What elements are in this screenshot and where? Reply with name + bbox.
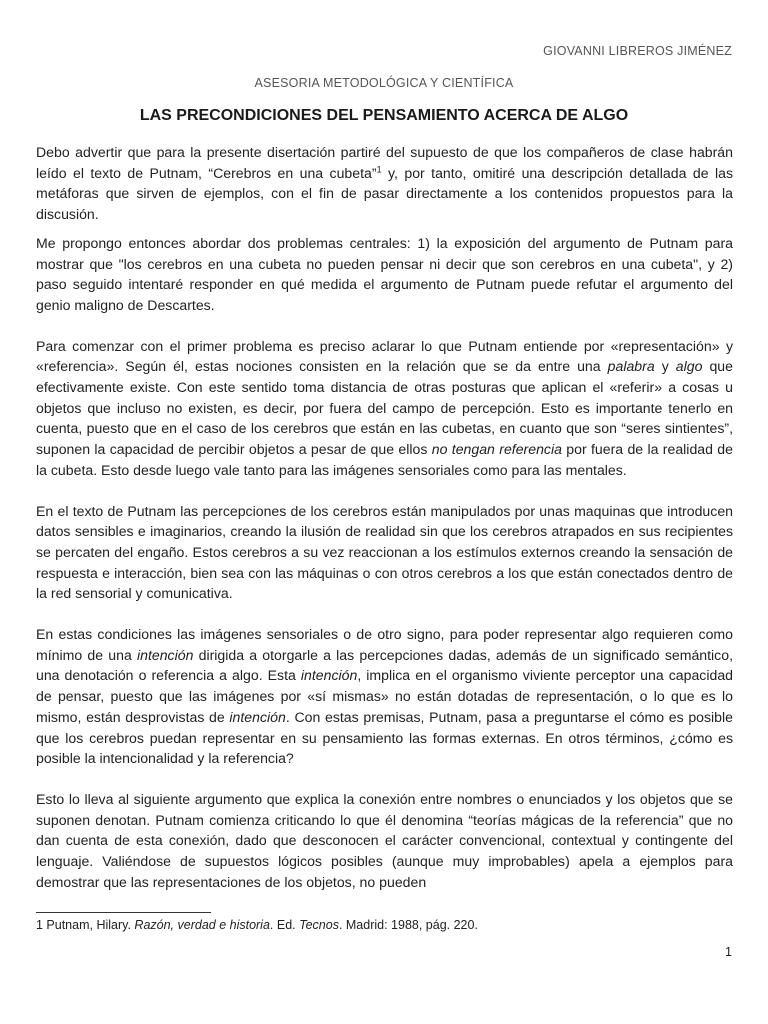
paragraph-5: En estas condiciones las imágenes sensoriales o de otro signo, para poder representar algo requieren como mínimo de una intención dirigida a otorgarle a las percepciones dadas, además de un significado semántico, una denotación o referencia a algo. Esta intención, implica en el organismo viviente perceptor una capacidad de pensar, puesto que las imágenes por «sí mismas» no están dotadas de representación, o lo que es lo mismo, están desprovistas de intención. Con estas premisas, Putnam, pasa a preguntarse el cómo es posible que los cerebros puedan representar en su pensamiento las formas externas. En otros términos, ¿cómo es posible la intencionalidad y la referencia? xyxy=(36,626,733,767)
paragraph-4: En el texto de Putnam las percepciones de los cerebros están manipulados por unas maquinas que introducen datos sensibles e imaginarios, creando la ilusión de realidad sin que los cerebros atrapados en sus recipientes se percaten del engaño. Estos cerebros a su vez reaccionan a los estímulos externos creando la sensación de respuesta e interacción, bien sea con las máquinas o con otros cerebros a los que están conectados dentro de la red sensorial y comunicativa. xyxy=(36,502,733,602)
author-name: GIOVANNI LIBREROS JIMÉNEZ xyxy=(543,44,732,58)
footnote-divider xyxy=(36,912,211,913)
paragraph-1: Debo advertir que para la presente disertación partiré del supuesto de que los compañeros de clase habrán leído el texto de Putnam, “Cerebros en una cubeta”$^1$ y, por tanto, omitiré una descripción detallada de las metáforas que sirven de ejemplos, con el fin de pasar directamente a los contenidos propuestos para la discusión. xyxy=(36,144,733,223)
footnote-marker[interactable]: 1 xyxy=(376,164,382,175)
paragraph-3: Para comenzar con el primer problema es preciso aclarar lo que Putnam entiende por «representación» y «referencia». Según él, estas nociones consisten en la relación que se da entre una palabra y algo que efectivamente existe. Con este sentido toma distancia de otras posturas que aplican el «referir» a cosas u objetos que incluso no existen, es decir, por fuera del campo de percepción. Esto es importante tenerlo en cuenta, puesto que en el caso de los cerebros que están en las cubetas, en cuanto que son “seres sintientes”, suponen la capacidad de percibir objetos a pesar de que ellos no tengan referencia por fuera de la realidad de la cubeta. Esto desde luego vale tanto para las imágenes sensoriales como para las mentales. xyxy=(36,337,733,478)
header-subtitle: ASESORIA METODOLÓGICA Y CIENTÍFICA xyxy=(254,76,514,90)
footnote: 1 Putnam, Hilary. Razón, verdad e historia. Ed. Tecnos. Madrid: 1988, pág. 220. xyxy=(36,918,478,932)
paragraph-6: Esto lo lleva al siguiente argumento que explica la conexión entre nombres o enunciados y los objetos que se suponen denotan. Putnam comienza criticando lo que él denomina “teorías mágicas de la referencia” que no dan cuenta de esta conexión, dado que desconocen el carácter convencional, contextual y contingente del lenguaje. Valiéndose de supuestos lógicos posibles (aunque muy improbables) apela a ejemplos para demostrar que las representaciones de los objetos, no pueden xyxy=(36,790,733,890)
page-number: 1 xyxy=(725,945,732,959)
page-title: LAS PRECONDICIONES DEL PENSAMIENTO ACERCA DE ALGO xyxy=(139,107,629,124)
paragraph-2: Me propongo entonces abordar dos problemas centrales: 1) la exposición del argumento de Putnam para mostrar que "los cerebros en una cubeta no pueden pensar ni decir que son cerebros en una cubeta", y 2) paso seguido intentaré responder en qué medida el argumento de Putnam puede refutar el argumento del genio maligno de Descartes. xyxy=(36,234,733,313)
body-text xyxy=(36,142,733,893)
